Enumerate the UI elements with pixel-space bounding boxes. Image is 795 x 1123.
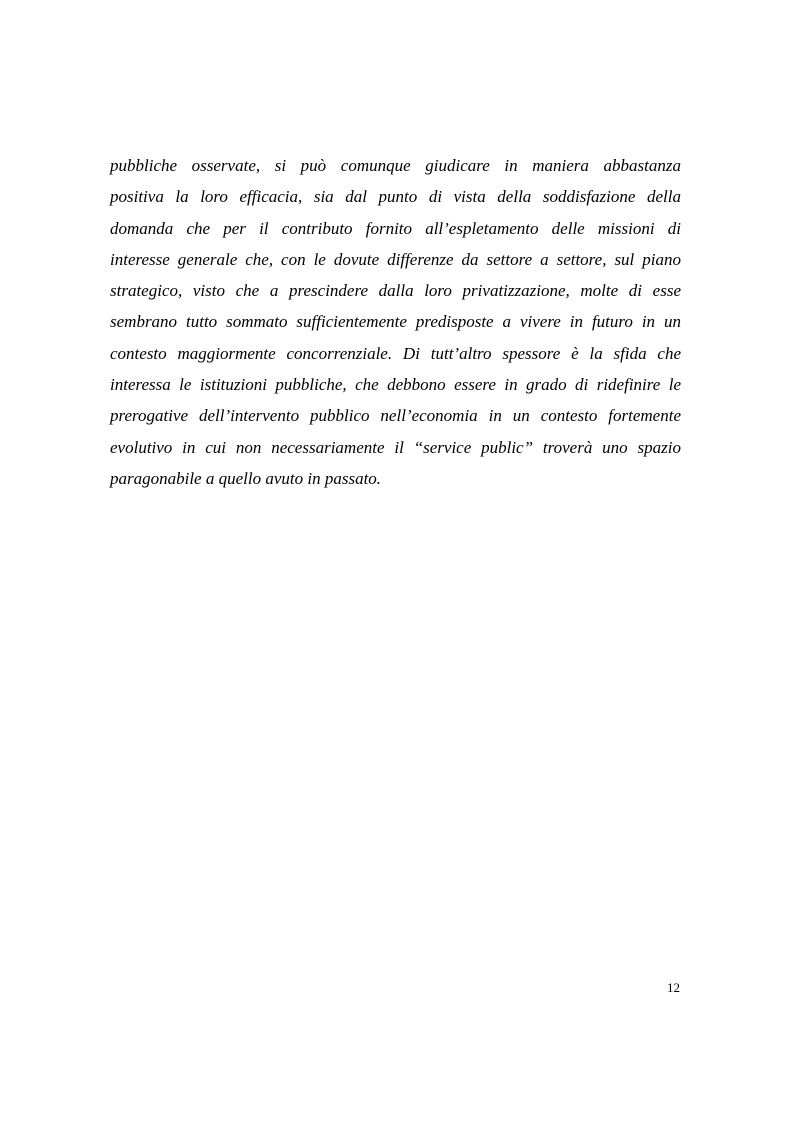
paragraph-line: sembrano tutto sommato sufficientemente predisposte a vivere in futuro in un	[110, 312, 681, 332]
paragraph-line: interesse generale che, con le dovute differenze da settore a settore, sul piano	[110, 249, 681, 269]
paragraph-line: evolutivo in cui non necessariamente il “service public” troverà uno spazio	[110, 437, 681, 457]
paragraph-line: contesto maggiormente concorrenziale. Di tutt’altro spessore è la sfida che	[110, 343, 681, 363]
paragraph-line: domanda che per il contributo fornito all’espletamento delle missioni di	[110, 218, 681, 238]
page-number: 12	[667, 980, 680, 995]
body-paragraph	[110, 150, 681, 494]
paragraph-line: pubbliche osservate, si può comunque giudicare in maniera abbastanza	[110, 156, 681, 175]
paragraph-line: paragonabile a quello avuto in passato.	[110, 468, 382, 488]
paragraph-line: interessa le istituzioni pubbliche, che debbono essere in grado di ridefinire le	[110, 375, 681, 395]
paragraph-line: strategico, visto che a prescindere dalla loro privatizzazione, molte di esse	[110, 281, 681, 301]
paragraph-line: positiva la loro efficacia, sia dal punto di vista della soddisfazione della	[110, 187, 681, 207]
paragraph-line: prerogative dell’intervento pubblico nell’economia in un contesto fortemente	[110, 406, 681, 426]
